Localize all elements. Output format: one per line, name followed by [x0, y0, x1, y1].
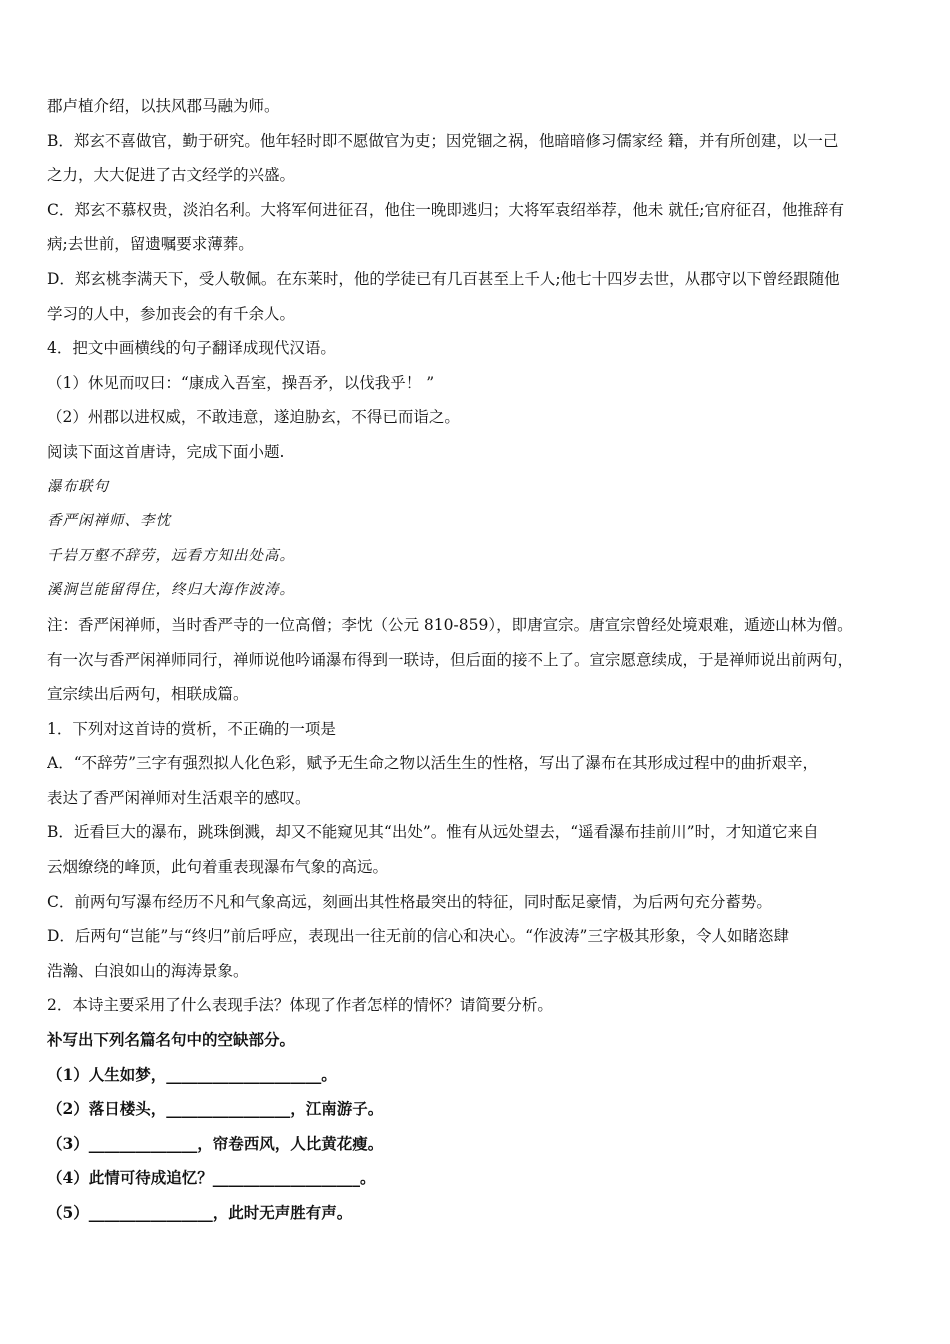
question-4-item: （2）州郡以进权威，不敢违意，遂迫胁玄，不得已而诣之。	[47, 408, 460, 427]
poem-line: 溪涧岂能留得住，终归大海作波涛。	[47, 582, 295, 599]
question-4-item: （1）休见而叹曰：“康成入吾室，操吾矛，以伐我乎！ ”	[47, 373, 435, 392]
option-b-line: B．郑玄不喜做官，勤于研究。他年轻时即不愿做官为吏；因党锢之祸，他暗暗修习儒家经 籍，并有所创建，以一己	[47, 131, 839, 150]
poem-intro: 阅读下面这首唐诗，完成下面小题.	[47, 442, 285, 461]
fill-blank-item: （5）________________，此时无声胜有声。	[47, 1203, 353, 1222]
question-4-title: 4．把文中画横线的句子翻译成现代汉语。	[47, 339, 336, 358]
poem-authors: 香严闲禅师、李忱	[47, 513, 171, 530]
poem-note-line: 注：香严闲禅师，当时香严寺的一位高僧；李忱（公元 810-859），即唐宣宗。唐宣宗曾经处境艰难，遁迹山林为僧。	[47, 615, 853, 634]
poem-line: 千岩万壑不辞劳，远看方知出处高。	[47, 547, 295, 564]
fill-blank-item: （3）______________，帘卷西风，人比黄花瘦。	[47, 1133, 384, 1153]
poem-title: 瀑布联句	[47, 478, 109, 495]
fill-blank-item: （4）此情可待成追忆？___________________。	[47, 1168, 376, 1188]
fill-blank-item: （2）落日楼头，________________，江南游子。	[47, 1099, 384, 1119]
option-c-line: C．郑玄不慕权贵，淡泊名利。大将军何进征召，他住一晚即逃归；大将军袁绍举荐，他未 就任;官府征召，他推辞有	[47, 200, 845, 219]
poem-note-line: 有一次与香严闲禅师同行，禅师说他吟诵瀑布得到一联诗，但后面的接不上了。宣宗愿意续成，于是禅师说出前两句，	[47, 650, 854, 669]
option-a-line: 表达了香严闲禅师对生活艰辛的感叹。	[47, 788, 311, 807]
option-c-line: C．前两句写瀑布经历不凡和气象高远，刻画出其性格最突出的特征，同时酝足豪情，为后两句充分蓄势。	[47, 892, 772, 911]
text-line: 郡卢植介绍，以扶风郡马融为师。	[47, 97, 280, 115]
option-c-line: 病;去世前，留遗嘱要求薄葬。	[47, 235, 254, 254]
poem-question-1-title: 1．下列对这首诗的赏析，不正确的一项是	[47, 719, 336, 738]
option-a-line: A．“不辞劳”三字有强烈拟人化色彩，赋予无生命之物以活生生的性格，写出了瀑布在其形成过程中的曲折艰辛，	[47, 754, 819, 773]
document-page	[47, 96, 913, 1238]
option-b-line: B．近看巨大的瀑布，跳珠倒溅，却又不能窥见其“出处”。惟有从远处望去，“遥看瀑布挂前川”时，才知道它来自	[47, 823, 819, 842]
poem-note-line: 宣宗续出后两句，相联成篇。	[47, 685, 249, 704]
fill-blanks-title: 补写出下列名篇名句中的空缺部分。	[47, 1030, 296, 1050]
option-d-line: D．郑玄桃李满天下，受人敬佩。在东莱时，他的学徒已有几百甚至上千人;他七十四岁去世，从郡守以下曾经跟随他	[47, 269, 840, 288]
option-d-line: 浩瀚、白浪如山的海涛景象。	[47, 961, 249, 980]
option-d-line: D．后两句“岂能”与“终归”前后呼应，表现出一往无前的信心和决心。“作波涛”三字极其形象，令人如睹恣肆	[47, 927, 789, 946]
option-b-line: 云烟缭绕的峰顶，此句着重表现瀑布气象的高远。	[47, 858, 389, 877]
fill-blank-item: （1）人生如梦，____________________。	[47, 1064, 337, 1084]
poem-question-2-title: 2．本诗主要采用了什么表现手法？体现了作者怎样的情怀？请简要分析。	[47, 996, 553, 1015]
option-d-line: 学习的人中，参加丧会的有千余人。	[47, 304, 296, 323]
option-b-line: 之力，大大促进了古文经学的兴盛。	[47, 166, 296, 185]
